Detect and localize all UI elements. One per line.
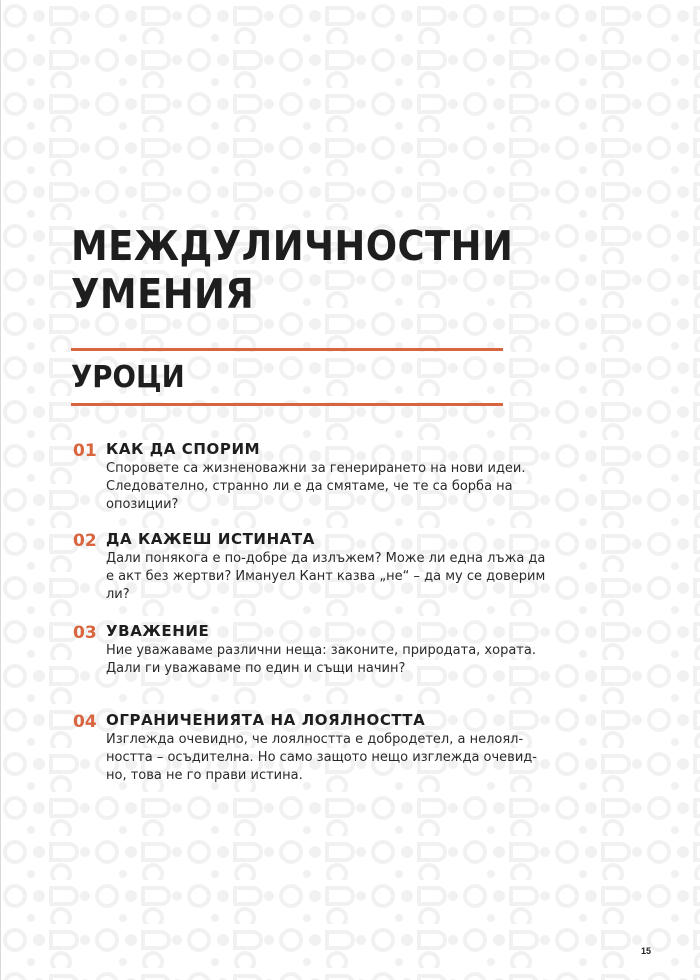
- lesson-description: [106, 460, 526, 514]
- page-number: 15: [641, 946, 652, 956]
- lesson-number: 01: [73, 441, 97, 461]
- lesson-heading: КАК ДА СПОРИМ: [106, 440, 261, 458]
- title-line-2: УМЕНИЯ: [71, 270, 255, 318]
- lesson-description: [106, 731, 537, 785]
- description-line: Споровете са жизненоважни за генерирането на нови идеи.: [106, 461, 526, 476]
- title-line-1: МЕЖДУЛИЧНОСТНИ: [71, 222, 514, 270]
- lesson-number: 04: [73, 712, 97, 732]
- description-line: ността – осъдителна. Но само защото нещо изглежда очевид-: [106, 750, 537, 765]
- bottom-divider: [71, 403, 503, 406]
- description-line: е акт без жертви? Имануел Кант казва „не“ – да му се доверим: [106, 569, 546, 584]
- description-line: ли?: [106, 587, 130, 602]
- description-line: Дали ги уважаваме по един и същи начин?: [106, 661, 406, 676]
- description-line: Ние уважаваме различни неща: законите, природата, хората.: [106, 643, 536, 658]
- top-divider: [71, 348, 503, 351]
- lessons-heading: УРОЦИ: [71, 360, 185, 395]
- lesson-heading: ОГРАНИЧЕНИЯТА НА ЛОЯЛНОСТТА: [106, 711, 426, 729]
- description-line: Следователно, странно ли е да смятаме, че те са борба на: [106, 479, 513, 494]
- description-line: Дали понякога е по-добре да излъжем? Може ли една лъжа да: [106, 551, 546, 566]
- description-line: опозиции?: [106, 497, 179, 512]
- lesson-heading: ДА КАЖЕШ ИСТИНАТА: [106, 530, 315, 548]
- lesson-number: 02: [73, 531, 97, 551]
- description-line: Изглежда очевидно, че лоялността е добродетел, а нелоял-: [106, 732, 524, 747]
- content: [1, 0, 700, 980]
- lesson-description: [106, 550, 546, 604]
- page-title: [71, 222, 514, 318]
- description-line: но, това не го прави истина.: [106, 768, 303, 783]
- lesson-description: [106, 642, 536, 678]
- lesson-heading: УВАЖЕНИЕ: [106, 622, 210, 640]
- lesson-number: 03: [73, 623, 97, 643]
